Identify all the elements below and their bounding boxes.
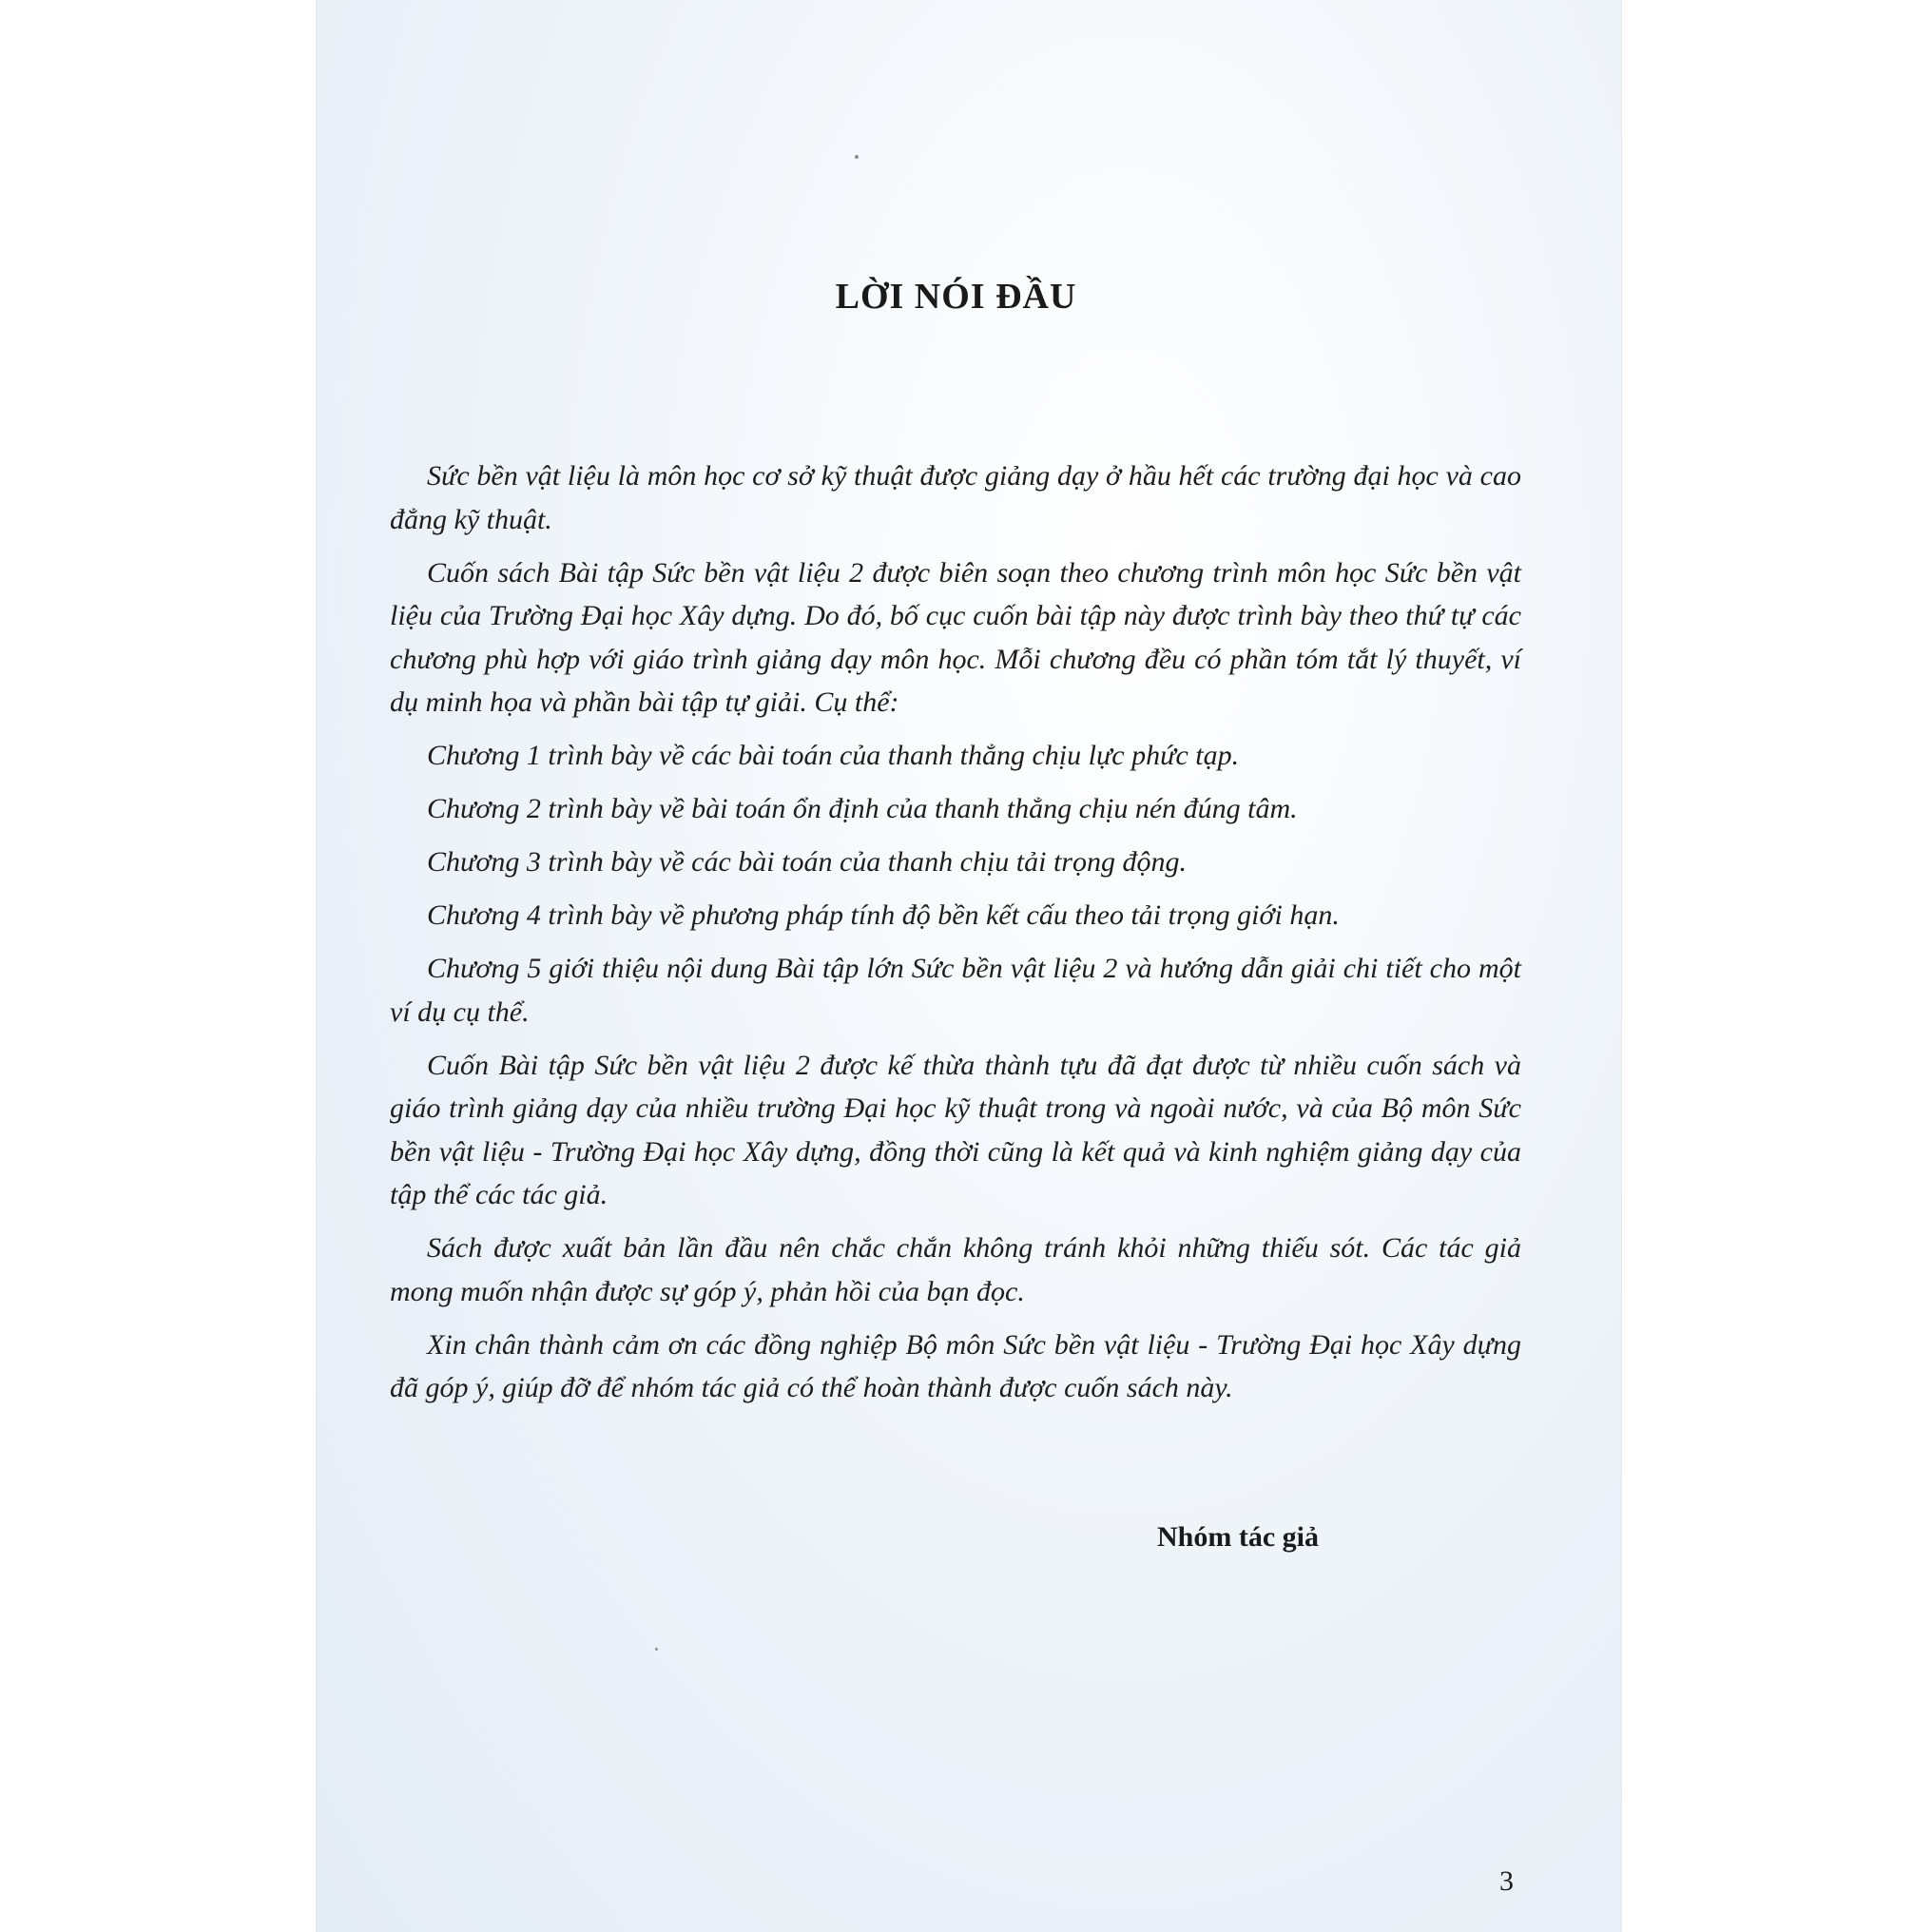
paragraph-acknowledgement: Xin chân thành cảm ơn các đồng nghiệp Bộ môn Sức bền vật liệu - Trường Đại học Xây dựng đã góp ý, giúp đỡ để nhóm tác giả có thể hoàn thành được cuốn sách này.	[390, 1328, 1521, 1403]
paragraph-intro: Sức bền vật liệu là môn học cơ sở kỹ thuật được giảng dạy ở hầu hết các trường đại học và cao đẳng kỹ thuật.	[390, 460, 1521, 535]
paragraph-first-edition: Sách được xuất bản lần đầu nên chắc chắn không tránh khỏi những thiếu sót. Các tác giả mong muốn nhận được sự góp ý, phản hồi của bạn đọc.	[390, 1232, 1521, 1307]
paragraph-chapter-5: Chương 5 giới thiệu nội dung Bài tập lớn Sức bền vật liệu 2 và hướng dẫn giải chi tiết cho một ví dụ cụ thể.	[390, 953, 1521, 1028]
paragraph-chapter-1: Chương 1 trình bày về các bài toán của thanh thẳng chịu lực phức tạp.	[427, 740, 1240, 771]
paragraph-chapter-2: Chương 2 trình bày về bài toán ổn định của thanh thẳng chịu nén đúng tâm.	[427, 793, 1298, 824]
paragraph-chapter-3: Chương 3 trình bày về các bài toán của thanh chịu tải trọng động.	[427, 846, 1187, 878]
preface-body	[390, 454, 1521, 1420]
paragraph-book-structure: Cuốn sách Bài tập Sức bền vật liệu 2 được biên soạn theo chương trình môn học Sức bền vật liệu của Trường Đại học Xây dựng. Do đó, bố cục cuốn bài tập này được trình bày theo thứ tự các chương phù hợp với giáo trình giảng dạy môn học. Mỗi chương đều có phần tóm tắt lý thuyết, ví dụ minh họa và phần bài tập tự giải. Cụ thể:	[390, 556, 1521, 718]
print-speck	[855, 155, 859, 159]
paragraph-heritage: Cuốn Bài tập Sức bền vật liệu 2 được kế thừa thành tựu đã đạt được từ nhiều cuốn sách và giáo trình giảng dạy của nhiều trường Đại học kỹ thuật trong và ngoài nước, và của Bộ môn Sức bền vật liệu - Trường Đại học Xây dựng, đồng thời cũng là kết quả và kinh nghiệm giảng dạy của tập thể các tác giả.	[390, 1049, 1521, 1210]
author-signature: Nhóm tác giả	[1157, 1521, 1319, 1553]
page-number: 3	[1499, 1865, 1514, 1897]
paragraph-chapter-4: Chương 4 trình bày về phương pháp tính độ bền kết cấu theo tải trọng giới hạn.	[427, 899, 1340, 931]
print-speck	[655, 1648, 658, 1651]
page-title: LỜI NÓI ĐẦU	[835, 277, 1077, 317]
book-page	[317, 0, 1621, 1932]
